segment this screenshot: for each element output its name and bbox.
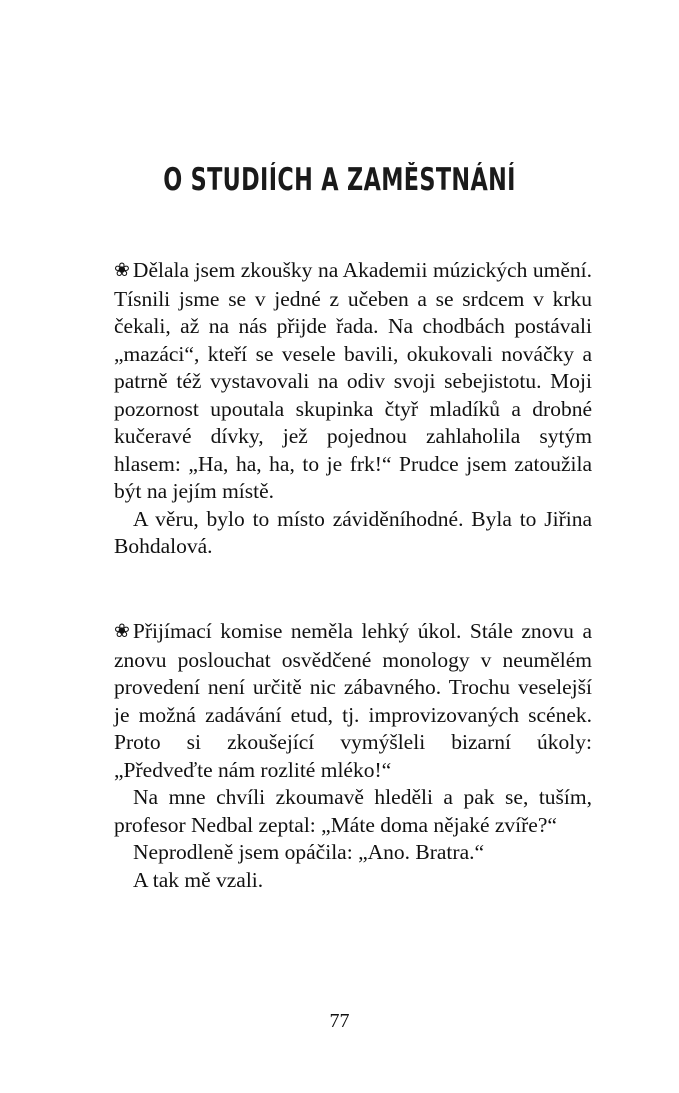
- paragraph-text: Přijímací komise neměla lehký úkol. Stále znovu a znovu poslouchat osvědčené monology v neumělém provedení není určitě nic zábavného. Trochu veselejší je možná zadávání etud, tj. improvizovaných scének. Proto si zkoušející vymýšleli bizarní úkoly: „Předveďte nám rozlité mléko!“: [114, 619, 592, 782]
- paragraph-text: Dělala jsem zkoušky na Akademii múzických umění. Tísnili jsme se v jedné z učeben a se srdcem v krku čekali, až na nás přijde řada. Na chodbách postávali „mazáci“, kteří se vesele bavili, okukovali nováčky a patrně též vystavovali na odiv svoji sebejistotu. Moji pozornost upoutala skupinka čtyř mladíků a drobné kučeravé dívky, jež pojednou zahlaholila sytým hlasem: „Ha, ha, ha, to je frk!“ Prudce jsem zatoužila být na jejím místě.: [114, 258, 592, 503]
- anecdote-section-1: [114, 257, 592, 561]
- section-2-paragraph-1: [114, 618, 592, 784]
- page-number: 77: [329, 1010, 350, 1032]
- section-2-paragraph-2: Na mne chvíli zkoumavě hleděli a pak se, tuším, profesor Nedbal zeptal: „Máte doma nějaké zvíře?“: [114, 785, 592, 837]
- section-2-paragraph-3: Neprodleně jsem opáčila: „Ano. Bratra.“: [133, 840, 485, 864]
- flower-ornament-icon: ❀: [114, 259, 130, 281]
- anecdote-section-2: [114, 618, 592, 894]
- section-2-paragraph-4: A tak mě vzali.: [133, 867, 264, 892]
- chapter-title: O STUDIÍCH A ZAMĚSTNÁNÍ: [163, 162, 516, 198]
- section-1-paragraph-1: [114, 257, 592, 506]
- flower-ornament-icon: ❀: [114, 620, 130, 642]
- section-1-paragraph-2: A věru, bylo to místo záviděníhodné. Byla to Jiřina Bohdalová.: [114, 506, 592, 558]
